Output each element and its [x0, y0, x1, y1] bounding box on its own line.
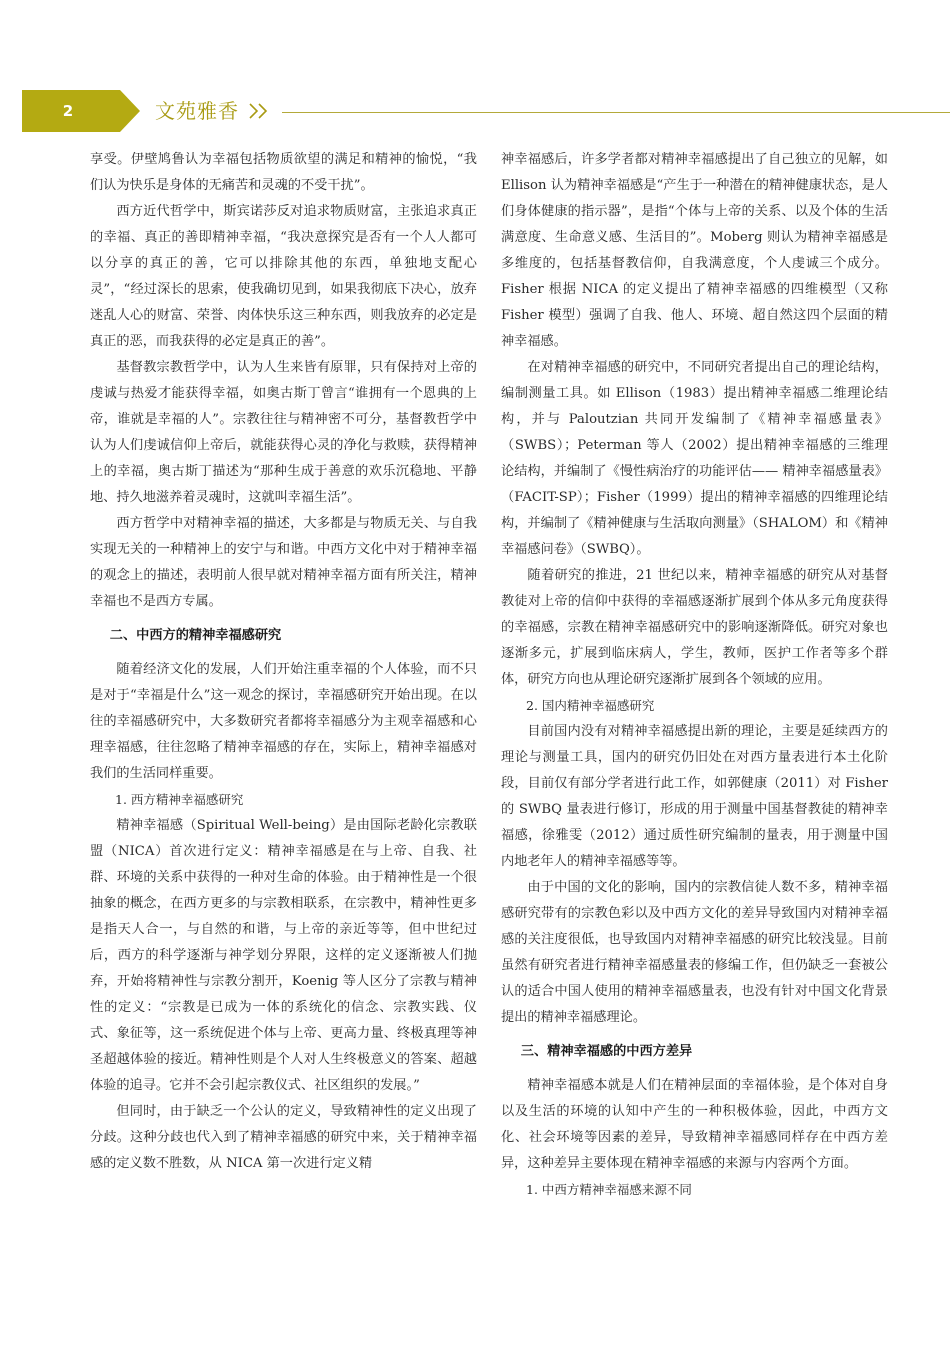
paragraph: 西方近代哲学中，斯宾诺莎反对追求物质财富，主张追求真正的幸福、真正的善即精神幸福，“我决意探究是否有一个人人都可以分享的真正的善，它可以排除其他的东西，单独地支配心灵”，“经过深长的思索，使我确切见到，如果我彻底下决心，放弃迷乱人心的财富、荣誉、肉体快乐这三种东西，则我放弃的必定是真正的恶，而我获得的必定是真正的善”。: [90, 204, 477, 349]
paragraph: 但同时，由于缺乏一个公认的定义，导致精神性的定义出现了分歧。这种分歧也代入到了精神幸福感的研究中来，关于精神幸福感的定义数不胜数，从 NICA 第一次进行定义精: [90, 1104, 477, 1171]
subsection-heading: 1. 中西方精神幸福感来源不同: [526, 1182, 692, 1197]
section-heading: 二、中西方的精神幸福感研究: [109, 628, 282, 643]
paragraph: 目前国内没有对精神幸福感提出新的理论，主要是延续西方的理论与测量工具，国内的研究仍旧处在对西方量表进行本土化阶段，目前仅有部分学者进行此工作，如郭健康（2011）对 Fisher 的 SWBQ 量表进行修订，形成的用于测量中国基督教徒的精神幸福感，徐雅雯（2012）通过质性研究编制的量表，用于测量中国内地老年人的精神幸福感等等。: [501, 724, 888, 869]
left-column: [90, 147, 477, 1177]
paragraph: 基督教宗教哲学中，认为人生来皆有原罪，只有保持对上帝的虔诚与热爱才能获得幸福，如奥古斯丁曾言“谁拥有一个恩典的上帝，谁就是幸福的人”。宗教往往与精神密不可分，基督教哲学中认为人们虔诚信仰上帝后，就能获得心灵的净化与救赎，获得精神上的幸福，奥古斯丁描述为“那种生成于善意的欢乐沉稳地、平静地、持久地滋养着灵魂时，这就叫幸福生活”。: [90, 360, 477, 505]
header-rule: [282, 112, 950, 113]
column-title: 文苑雅香: [155, 99, 239, 123]
paragraph: 随着经济文化的发展，人们开始注重幸福的个人体验，而不只是对于“幸福是什么”这一观念的探讨，幸福感研究开始出现。在以往的幸福感研究中，大多数研究者都将幸福感分为主观幸福感和心理幸福感，往往忽略了精神幸福感的存在，实际上，精神幸福感对我们的生活同样重要。: [90, 662, 477, 781]
paragraph: 精神幸福感本就是人们在精神层面的幸福体验，是个体对自身以及生活的环境的认知中产生的一种积极体验，因此，中西方文化、社会环境等因素的差异，导致精神幸福感同样存在中西方差异，这种差异主要体现在精神幸福感的来源与内容两个方面。: [501, 1078, 888, 1171]
paragraph: 西方哲学中对精神幸福的描述，大多都是与物质无关、与自我实现无关的一种精神上的安宁与和谐。中西方文化中对于精神幸福的观念上的描述，表明前人很早就对精神幸福方面有所关注，精神幸福也不是西方专属。: [90, 516, 477, 609]
subsection-heading: 1. 西方精神幸福感研究: [115, 792, 244, 807]
right-column: [501, 147, 888, 1203]
section-heading: 三、精神幸福感的中西方差异: [520, 1044, 693, 1059]
paragraph: 神幸福感后，许多学者都对精神幸福感提出了自己独立的见解，如 Ellison 认为精神幸福感是“产生于一种潜在的精神健康状态，是人们身体健康的指示器”，是指“个体与上帝的关系、以及个体的生活满意度、生命意义感、生活目的”。Moberg 则认为精神幸福感是多维度的，包括基督教信仰，自我满意度，个人虔诚三个成分。Fisher 根据 NICA 的定义提出了精神幸福感的四维模型（又称 Fisher 模型）强调了自我、他人、环境、超自然这四个层面的精神幸福感。: [501, 152, 888, 349]
paragraph: 随着研究的推进，21 世纪以来，精神幸福感的研究从对基督教徒对上帝的信仰中获得的幸福感逐渐扩展到个体从多元角度获得的幸福感，宗教在精神幸福感研究中的影响逐渐降低。研究对象也逐渐多元，扩展到临床病人，学生，教师，医护工作者等多个群体，研究方向也从理论研究逐渐扩展到各个领域的应用。: [501, 568, 888, 687]
subsection-heading: 2. 国内精神幸福感研究: [526, 698, 655, 713]
paragraph: 在对精神幸福感的研究中，不同研究者提出自己的理论结构，编制测量工具。如 Ellison（1983）提出精神幸福感二维理论结构，并与 Paloutzian 共同开发编制了《精神幸福感量表》（SWBS）；Peterman 等人（2002）提出精神幸福感的三维理论结构，并编制了《慢性病治疗的功能评估—— 精神幸福感量表》（FACIT-SP）；Fisher（1999）提出的精神幸福感的四维理论结构，并编制了《精神健康与生活取向测量》（SHALOM）和《精神幸福感问卷》（SWBQ）。: [501, 360, 888, 557]
page-number: 2: [62, 102, 74, 120]
paragraph: 精神幸福感（Spiritual Well-being）是由国际老龄化宗教联盟（NICA）首次进行定义：精神幸福感是在与上帝、自我、社群、环境的关系中获得的一种对生命的体验。由于精神性是一个很抽象的概念，在西方更多的与宗教相联系，在宗教中，精神性更多是指天人合一，与自然的和谐，与上帝的亲近等等，但中世纪过后，西方的科学逐渐与神学划分界限，这样的定义逐渐被人们抛弃，开始将精神性与宗教分割开，Koenig 等人区分了宗教与精神性的定义：“宗教是已成为一体的系统化的信念、宗教实践、仪式、象征等，这一系统促进个体与上帝、更高力量、终极真理等神圣超越体验的接近。精神性则是个人对人生终极意义的答案、超越体验的追寻。它并不会引起宗教仪式、社区组织的发展。”: [90, 818, 477, 1093]
paragraph: 由于中国的文化的影响，国内的宗教信徒人数不多，精神幸福感研究带有的宗教色彩以及中西方文化的差异导致国内对精神幸福感的关注度很低，也导致国内对精神幸福感的研究比较浅显。目前虽然有研究者进行精神幸福感量表的修编工作，但仍缺乏一套被公认的适合中国人使用的精神幸福感量表，也没有针对中国文化背景提出的精神幸福感理论。: [501, 880, 888, 1025]
paragraph: 享受。伊壁鸠鲁认为幸福包括物质欲望的满足和精神的愉悦，“我们认为快乐是身体的无痛苦和灵魂的不受干扰”。: [90, 152, 477, 193]
double-chevron-right-icon: [248, 101, 270, 121]
